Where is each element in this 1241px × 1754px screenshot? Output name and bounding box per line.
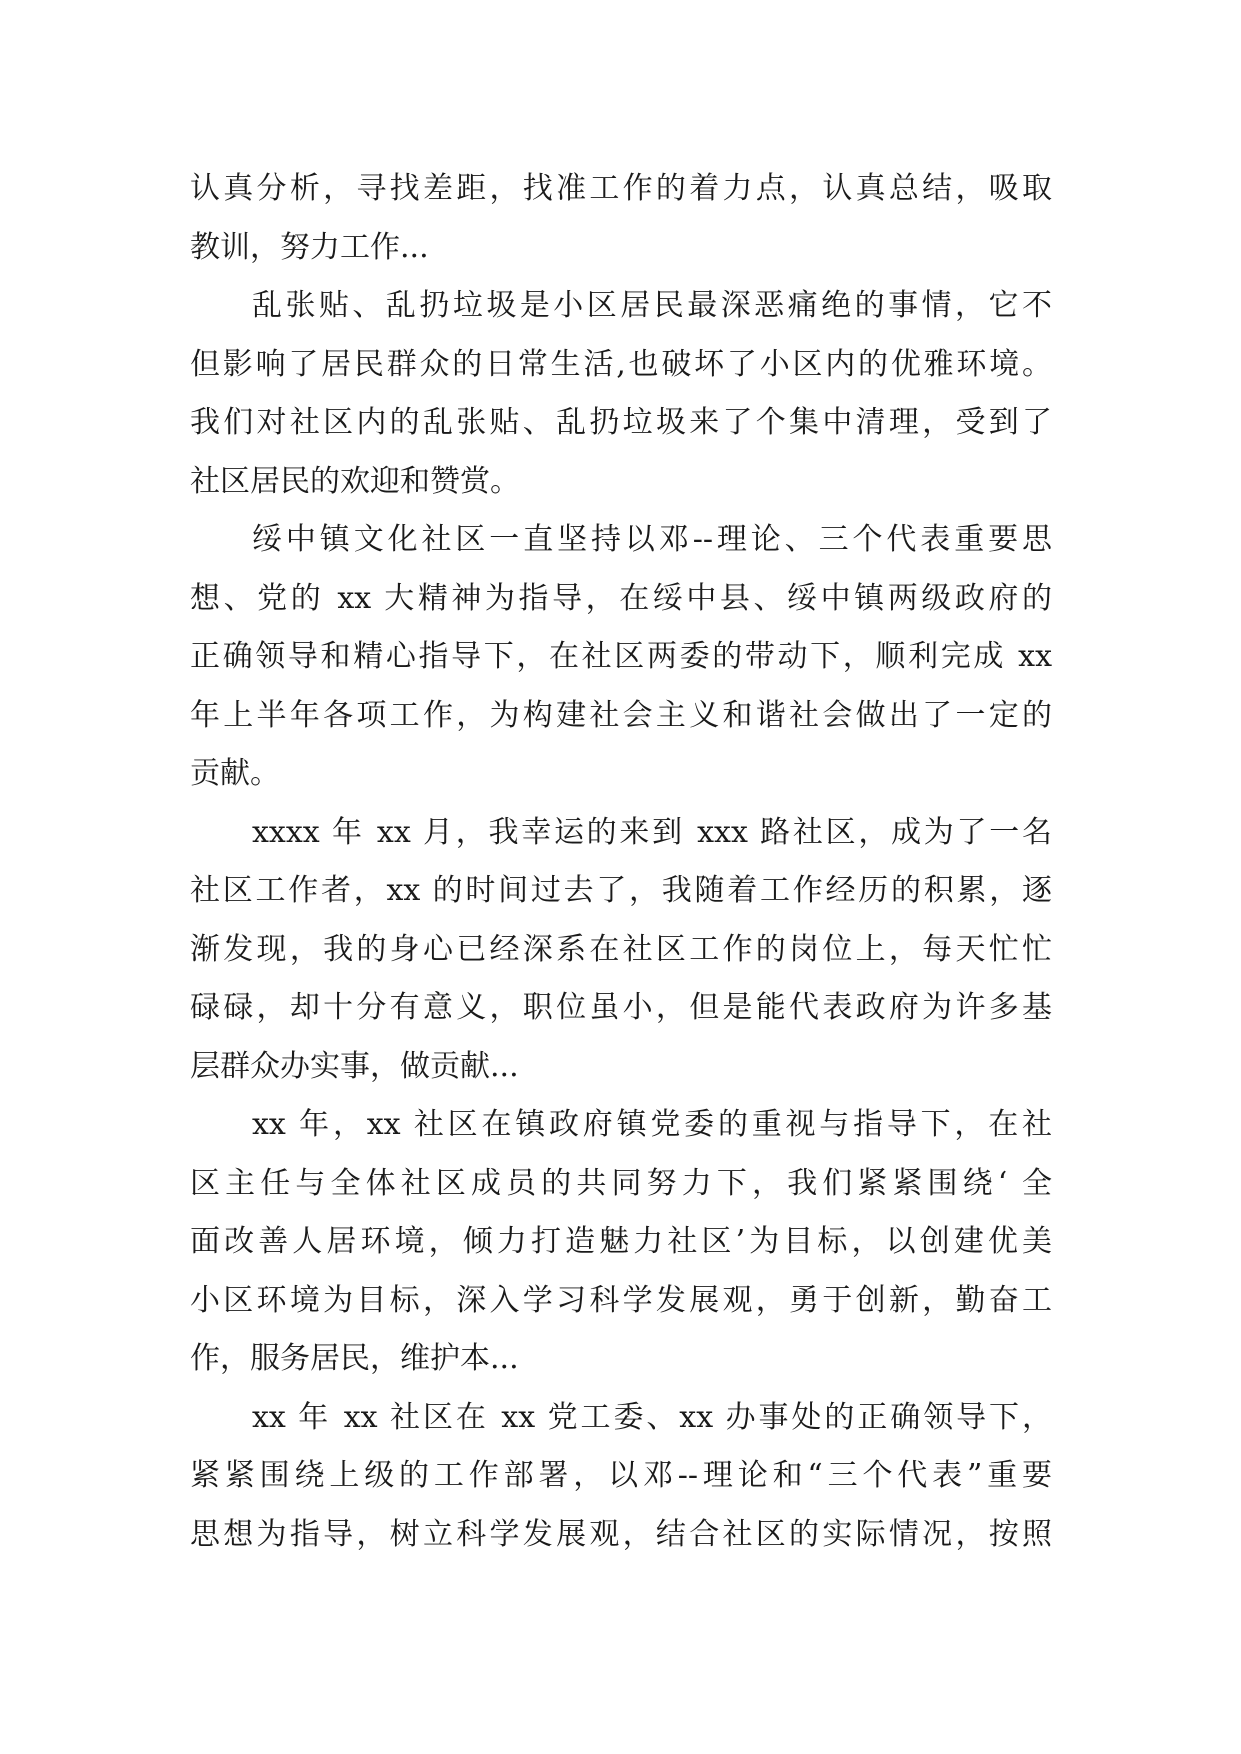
text-line: 但影响了居民群众的日常生活,也破坏了小区内的优雅环境。	[190, 346, 1052, 382]
text-line: 区主任与全体社区成员的共同努力下，我们紧紧围绕‘ 全	[190, 1165, 1052, 1201]
text-line: 正确领导和精心指导下，在社区两委的带动下，顺利完成 xx	[190, 639, 1052, 674]
text-line: 思想为指导，树立科学发展观，结合社区的实际情况，按照	[190, 1516, 1052, 1552]
paragraph	[190, 511, 1052, 804]
text-line: 面改善人居环境，倾力打造魅力社区’为目标，以创建优美	[190, 1224, 1052, 1259]
text-line: 贡献。	[190, 756, 280, 791]
text-line: 紧紧围绕上级的工作部署，以邓--理论和“三个代表”重要	[190, 1458, 1052, 1493]
text-line: 社区工作者，xx 的时间过去了，我随着工作经历的积累，逐	[190, 873, 1052, 908]
text-line: 渐发现，我的身心已经深系在社区工作的岗位上，每天忙忙	[190, 931, 1052, 967]
text-line: 乱张贴、乱扔垃圾是小区居民最深恶痛绝的事情，它不	[252, 288, 1052, 323]
text-line: 绥中镇文化社区一直坚持以邓--理论、三个代表重要思	[252, 522, 1052, 557]
text-line: 想、党的 xx 大精神为指导，在绥中县、绥中镇两级政府的	[190, 580, 1052, 616]
paragraph	[190, 1096, 1052, 1389]
paragraph	[190, 160, 1052, 277]
text-line: 社区居民的欢迎和赞赏。	[190, 463, 520, 499]
paragraph	[190, 1389, 1052, 1565]
text-line: xx 年 xx 社区在 xx 党工委、xx 办事处的正确领导下，	[252, 1399, 1052, 1435]
text-line: 认真分析，寻找差距，找准工作的着力点，认真总结，吸取	[190, 171, 1052, 206]
text-line: 层群众办实事，做贡献...	[190, 1048, 519, 1084]
text-line: xxxx 年 xx 月，我幸运的来到 xxx 路社区，成为了一名	[252, 814, 1052, 850]
text-line: 我们对社区内的乱张贴、乱扔垃圾来了个集中清理，受到了	[190, 405, 1052, 440]
document-body	[190, 160, 1052, 1564]
paragraph	[190, 804, 1052, 1097]
text-line: xx 年，xx 社区在镇政府镇党委的重视与指导下，在社	[252, 1107, 1052, 1142]
text-line: 小区环境为目标，深入学习科学发展观，勇于创新，勤奋工	[190, 1282, 1052, 1318]
text-line: 碌碌，却十分有意义，职位虽小，但是能代表政府为许多基	[190, 990, 1052, 1025]
text-line: 作，服务居民，维护本...	[190, 1341, 519, 1376]
text-line: 年上半年各项工作，为构建社会主义和谐社会做出了一定的	[190, 697, 1052, 733]
text-line: 教训，努力工作...	[190, 229, 429, 265]
paragraph	[190, 277, 1052, 511]
